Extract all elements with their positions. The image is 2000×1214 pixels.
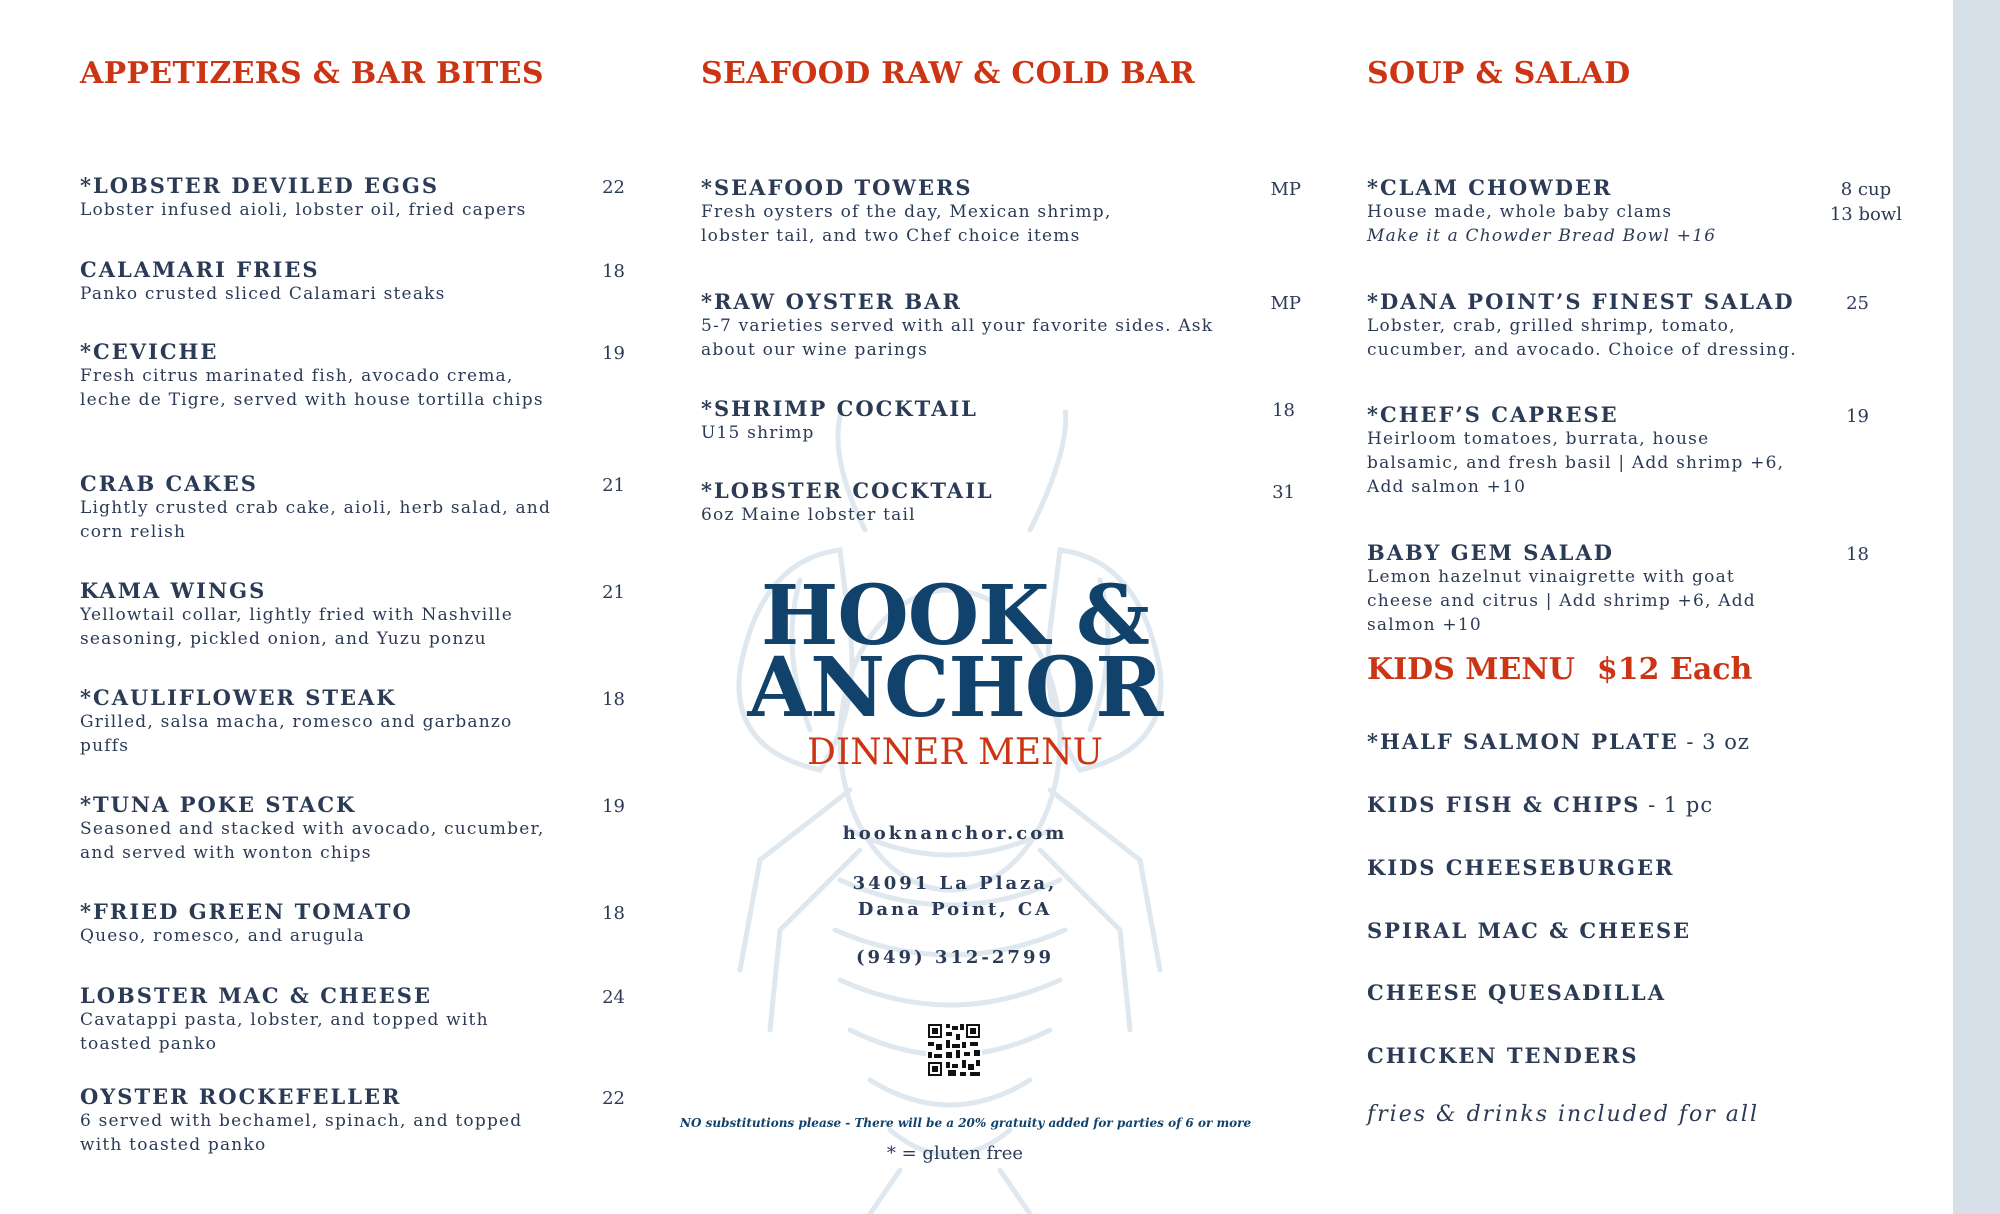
item-description: Seasoned and stacked with avocado, cucumber, and served with wonton chips <box>80 819 545 863</box>
address-line1: 34091 La Plaza, <box>852 873 1058 894</box>
restaurant-name-line1: HOOK & <box>760 568 1150 664</box>
item-price: 22 <box>602 177 625 198</box>
menu-item <box>701 175 1301 248</box>
item-description: U15 shrimp <box>701 423 815 443</box>
menu-item <box>80 685 625 758</box>
website-link[interactable]: hooknanchor.com <box>842 823 1068 844</box>
item-description: Lightly crusted crab cake, aioli, herb salad, and corn relish <box>80 498 552 542</box>
item-note: Make it a Chowder Bread Bowl +16 <box>1367 226 1717 246</box>
kids-item <box>1367 729 1750 754</box>
item-description: Heirloom tomatoes, burrata, house balsamic, and fresh basil | Add shrimp +6, Add salmon +10 <box>1367 429 1785 497</box>
kids-item <box>1367 792 1713 817</box>
menu-item <box>80 173 625 222</box>
item-name: CALAMARI FRIES <box>80 257 320 282</box>
item-price: 21 <box>602 475 625 496</box>
menu-item <box>701 396 1301 445</box>
menu-item <box>80 578 625 651</box>
item-price: 18 <box>602 689 625 710</box>
menu-item <box>80 792 625 865</box>
item-price: 31 <box>1272 482 1295 503</box>
menu-item <box>1367 540 1902 637</box>
item-description: Panko crusted sliced Calamari steaks <box>80 284 446 304</box>
kids-item <box>1367 918 1691 943</box>
item-name: *DANA POINT’S FINEST SALAD <box>1367 289 1795 314</box>
menu-item <box>80 471 625 544</box>
item-name: *CLAM CHOWDER <box>1367 175 1613 200</box>
item-name: *LOBSTER DEVILED EGGS <box>80 173 440 198</box>
kids-item-name: KIDS FISH & CHIPS <box>1367 792 1641 817</box>
soup-salad-title: SOUP & SALAD <box>1367 56 1631 91</box>
side-strip <box>1953 0 2000 1214</box>
item-name: *LOBSTER COCKTAIL <box>701 478 994 503</box>
item-description: Fresh oysters of the day, Mexican shrimp, lobster tail, and two Chef choice items <box>701 202 1112 246</box>
item-description: Cavatappi pasta, lobster, and topped with toasted panko <box>80 1010 489 1054</box>
appetizers-title: APPETIZERS & BAR BITES <box>80 56 544 91</box>
menu-item <box>1367 402 1902 499</box>
item-description: Fresh citrus marinated fish, avocado crema, leche de Tigre, served with house tortilla chips <box>80 366 544 410</box>
phone-number: (949) 312-2799 <box>855 947 1054 968</box>
item-price: 21 <box>602 582 625 603</box>
qr-code[interactable] <box>926 1022 982 1078</box>
kids-menu-title <box>1367 652 1752 687</box>
item-name: *CAULIFLOWER STEAK <box>80 685 397 710</box>
item-name: *SHRIMP COCKTAIL <box>701 396 978 421</box>
restaurant-name <box>700 568 1210 736</box>
kids-item-portion: - 1 pc <box>1640 793 1714 817</box>
kids-item-name: KIDS CHEESEBURGER <box>1367 855 1675 880</box>
menu-item <box>1367 289 1902 362</box>
item-name: KAMA WINGS <box>80 578 267 603</box>
menu-item <box>1367 175 1902 248</box>
lobster-illustration <box>700 410 1200 1214</box>
address-line2: Dana Point, CA <box>857 899 1053 920</box>
item-name: *SEAFOOD TOWERS <box>701 175 973 200</box>
item-price: 18 <box>1272 400 1295 421</box>
item-price: 19 <box>1846 406 1869 427</box>
item-name: CRAB CAKES <box>80 471 258 496</box>
item-price: 24 <box>602 987 625 1008</box>
item-price: 18 <box>1846 544 1869 565</box>
item-description: 5-7 varieties served with all your favorite sides. Ask about our wine parings <box>701 316 1214 360</box>
price-bowl: 13 bowl <box>1829 204 1902 225</box>
kids-item-name: CHEESE QUESADILLA <box>1367 980 1666 1005</box>
gluten-free-legend: * = gluten free <box>886 1143 1024 1164</box>
item-name: BABY GEM SALAD <box>1367 540 1614 565</box>
menu-item <box>80 1084 625 1157</box>
item-price <box>1830 177 1902 227</box>
item-description: Yellowtail collar, lightly fried with Nashville seasoning, pickled onion, and Yuzu ponzu <box>80 605 513 649</box>
item-description: Queso, romesco, and arugula <box>80 926 365 946</box>
item-description: Lobster, crab, grilled shrimp, tomato, cucumber, and avocado. Choice of dressing. <box>1367 316 1797 360</box>
seafood-title: SEAFOOD RAW & COLD BAR <box>701 56 1195 91</box>
menu-item <box>80 257 625 306</box>
menu-item <box>80 983 625 1056</box>
item-description: 6 served with bechamel, spinach, and topped with toasted panko <box>80 1111 523 1155</box>
kids-menu-price: $12 Each <box>1596 652 1753 687</box>
seafood-section <box>701 56 1301 525</box>
item-name: LOBSTER MAC & CHEESE <box>80 983 432 1008</box>
menu-item <box>701 478 1301 527</box>
item-price: 18 <box>602 903 625 924</box>
kids-note: fries & drinks included for all <box>1367 1102 1759 1127</box>
soup-salad-section <box>1367 56 1907 635</box>
item-price: MP <box>1270 179 1301 200</box>
kids-item-name: *HALF SALMON PLATE <box>1367 729 1679 754</box>
menu-item <box>80 339 625 412</box>
item-price: 22 <box>602 1088 625 1109</box>
kids-item <box>1367 980 1666 1005</box>
substitution-notice: NO substitutions please - There will be a 20% gratuity added for parties of 6 or more <box>680 1116 1252 1130</box>
item-description: House made, whole baby clams <box>1367 202 1673 222</box>
item-description: 6oz Maine lobster tail <box>701 505 916 525</box>
item-price: 25 <box>1846 293 1869 314</box>
kids-item <box>1367 855 1674 880</box>
dinner-menu-subtitle: DINNER MENU <box>807 732 1103 773</box>
menu-item <box>80 899 625 948</box>
price-cup: 8 cup <box>1840 179 1892 200</box>
item-price: 19 <box>602 343 625 364</box>
kids-item-name: SPIRAL MAC & CHEESE <box>1367 918 1692 943</box>
kids-item-name: CHICKEN TENDERS <box>1367 1043 1639 1068</box>
item-description: Grilled, salsa macha, romesco and garbanzo puffs <box>80 712 513 756</box>
item-name: *FRIED GREEN TOMATO <box>80 899 413 924</box>
kids-menu-label: KIDS MENU <box>1367 652 1575 687</box>
item-name: OYSTER ROCKEFELLER <box>80 1084 402 1109</box>
item-name: *RAW OYSTER BAR <box>701 289 962 314</box>
item-name: *TUNA POKE STACK <box>80 792 357 817</box>
item-description: Lemon hazelnut vinaigrette with goat cheese and citrus | Add shrimp +6, Add salmon +10 <box>1367 567 1756 635</box>
address <box>700 871 1210 923</box>
item-price: 18 <box>602 261 625 282</box>
appetizers-section <box>80 56 625 1155</box>
item-description: Lobster infused aioli, lobster oil, fried capers <box>80 200 527 220</box>
item-price: MP <box>1270 293 1301 314</box>
restaurant-name-line2: ANCHOR <box>747 640 1163 736</box>
kids-item-portion: - 3 oz <box>1678 730 1750 754</box>
item-name: *CEVICHE <box>80 339 219 364</box>
menu-item <box>701 289 1301 362</box>
kids-item <box>1367 1043 1639 1068</box>
item-name: *CHEF’S CAPRESE <box>1367 402 1619 427</box>
item-price: 19 <box>602 796 625 817</box>
